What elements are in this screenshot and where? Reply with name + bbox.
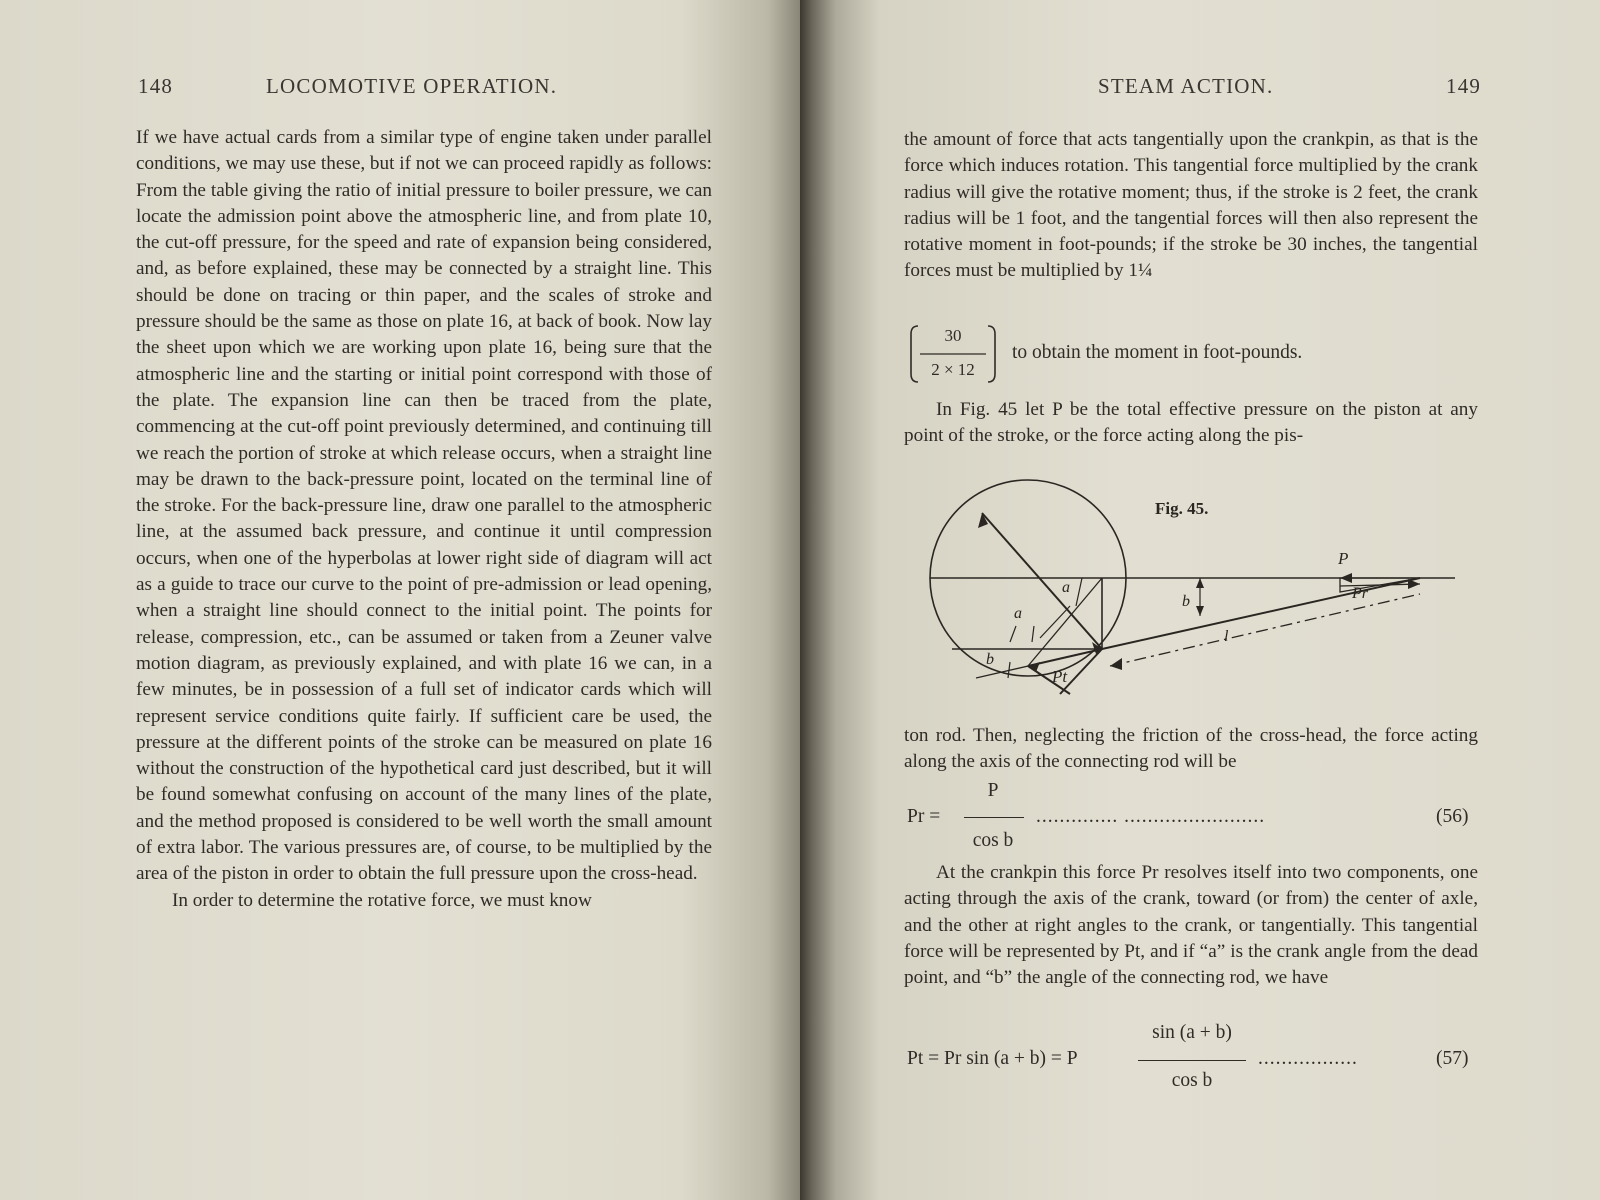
figure-caption: Fig. 45. [1155,499,1209,518]
eq57-number: (57) [1436,1048,1469,1069]
right-paragraph-3: ton rod. Then, neglecting the friction of the cross-head, the force acting along the axis of the connecting rod will be [904,725,1478,773]
eq56-number: (56) [1436,806,1469,827]
figure-45 [920,466,1480,706]
eq56-fraction-bar [964,817,1024,818]
right-running-head: STEAM ACTION. [1098,74,1274,98]
p-arrowhead [1340,573,1352,583]
length-dim-line [1110,594,1420,666]
connecting-rod-line [1102,578,1420,649]
a-lower-tick-2 [1032,626,1034,642]
label-a-upper: a [1062,579,1070,596]
bracket-text: to obtain the moment in foot-pounds. [1012,342,1303,363]
a-lower-tick [1010,626,1016,642]
radius-arrowhead [978,513,988,528]
eq56-numerator: P [987,780,999,801]
left-page-number: 148 [138,74,174,98]
l-arrowhead [1110,658,1122,670]
left-paragraph-1: If we have actual cards from a similar type of engine taken under parallel conditions, we may use these, but if not we can proceed rapidly as follows: From the table giving the ratio of initial pressure to boiler pressure, we can locate the admission point above the atmospheric line, and from plate 10, the cut-off pressure, for the speed and rate of expansion being considered, and, as before explained, these may be connected by a straight line. This should be done on tracing or thin paper, and the scales of stroke and pressure should be the same as those on plate 16, at back of book. Now lay the sheet upon which we are working upon plate 16, being sure that the atmospheric line and the starting or initial point correspond with those of the plate. The expansion line can then be traced from the plate, commencing at the cut-off point previously determined, and continuing till we reach the portion of stroke at which release occurs, when a straight line may be drawn to the back-pressure point, located on the terminal line of the stroke. For the back-pressure line, draw one parallel to the atmospheric line, at the assumed back pressure, and continue it until compression occurs, when one of the hyperbolas at lower right side of diagram will act as a guide to trace our curve to the point of pre-admission or lead opening, when a straight line should connect to the initial point. The points for release, compression, etc., can be assumed or taken from a Zeuner valve motion diagram, as previously explained, and with plate 16 we can, in a few minutes, be in possession of a full set of indicator cards which will represent service conditions quite fairly. If sufficient care be used, the pressure at the different points of the stroke can be measured on plate 16 without the construction of the hypothetical card just described, but it will be found somewhat confusing on account of the many lines of the plate, and the method proposed is considered to be well worth the small amount of extra labor. The various pressures are, of course, to be multiplied by the area of the piston in order to obtain the full pressure upon the cross-head. [136,127,713,885]
b-top-arrowhead [1196,578,1204,588]
label-pt: Pt [1052,667,1068,686]
right-paragraph-2: In Fig. 45 let P be the total effective pressure on the piston at any point of the stroke, or the force acting along the pis- [904,399,1478,447]
label-b-left: b [986,651,994,668]
bracket-numerator: 30 [944,326,962,345]
eq57-fraction-bar [1138,1060,1246,1061]
eq56-denominator: cos b [972,830,1014,851]
eq56-leader: .............. ........................ [1036,806,1266,827]
pr-arrowhead [1408,579,1420,589]
right-page-number: 149 [1446,74,1482,98]
eq57-numerator: sin (a + b) [1152,1022,1232,1043]
eq56-lhs: Pr = [907,806,941,827]
b-bottom-arrowhead [1196,606,1204,616]
label-p: P [1338,549,1349,568]
label-a-lower: a [1014,605,1022,622]
eq57-leader: ................. [1258,1048,1358,1069]
eq57-lhs: Pt = Pr sin (a + b) = P [907,1048,1078,1069]
right-paragraph-1: the amount of force that acts tangentially upon the crankpin, as that is the force which induces rotation. This tangential force multiplied by the crank radius will give the rotative moment; thus, if the stroke is 2 feet, the crank radius will be 1 foot, and the tangential forces will then also represent the rotative moment in foot-pounds; if the stroke be 30 inches, the tangential forces must be multiplied by 1¼ [904,129,1478,282]
bracket-denominator: 2 × 12 [931,360,975,379]
left-paragraph-2: In order to determine the rotative force, we must know [172,889,592,911]
crank-radius-line [982,513,1102,649]
left-running-head: LOCOMOTIVE OPERATION. [266,74,558,98]
a-upper-tick [1076,578,1082,606]
bracket-fraction [908,322,998,386]
label-l: l [1224,628,1229,645]
label-b-right: b [1182,593,1190,610]
right-paragraph-4: At the crankpin this force Pr resolves itself into two components, one acting through the axis of the crank, toward (or from) the center of axle, and the other at right angles to the crank, or tangentially. This tangential force will be represented by Pt, and if “a” is the crank angle from the dead point, and “b” the angle of the connecting rod, we have [904,862,1478,989]
label-pr: Pr [1352,585,1368,602]
left-body [136,125,712,914]
eq57-denominator: cos b [1171,1070,1213,1091]
